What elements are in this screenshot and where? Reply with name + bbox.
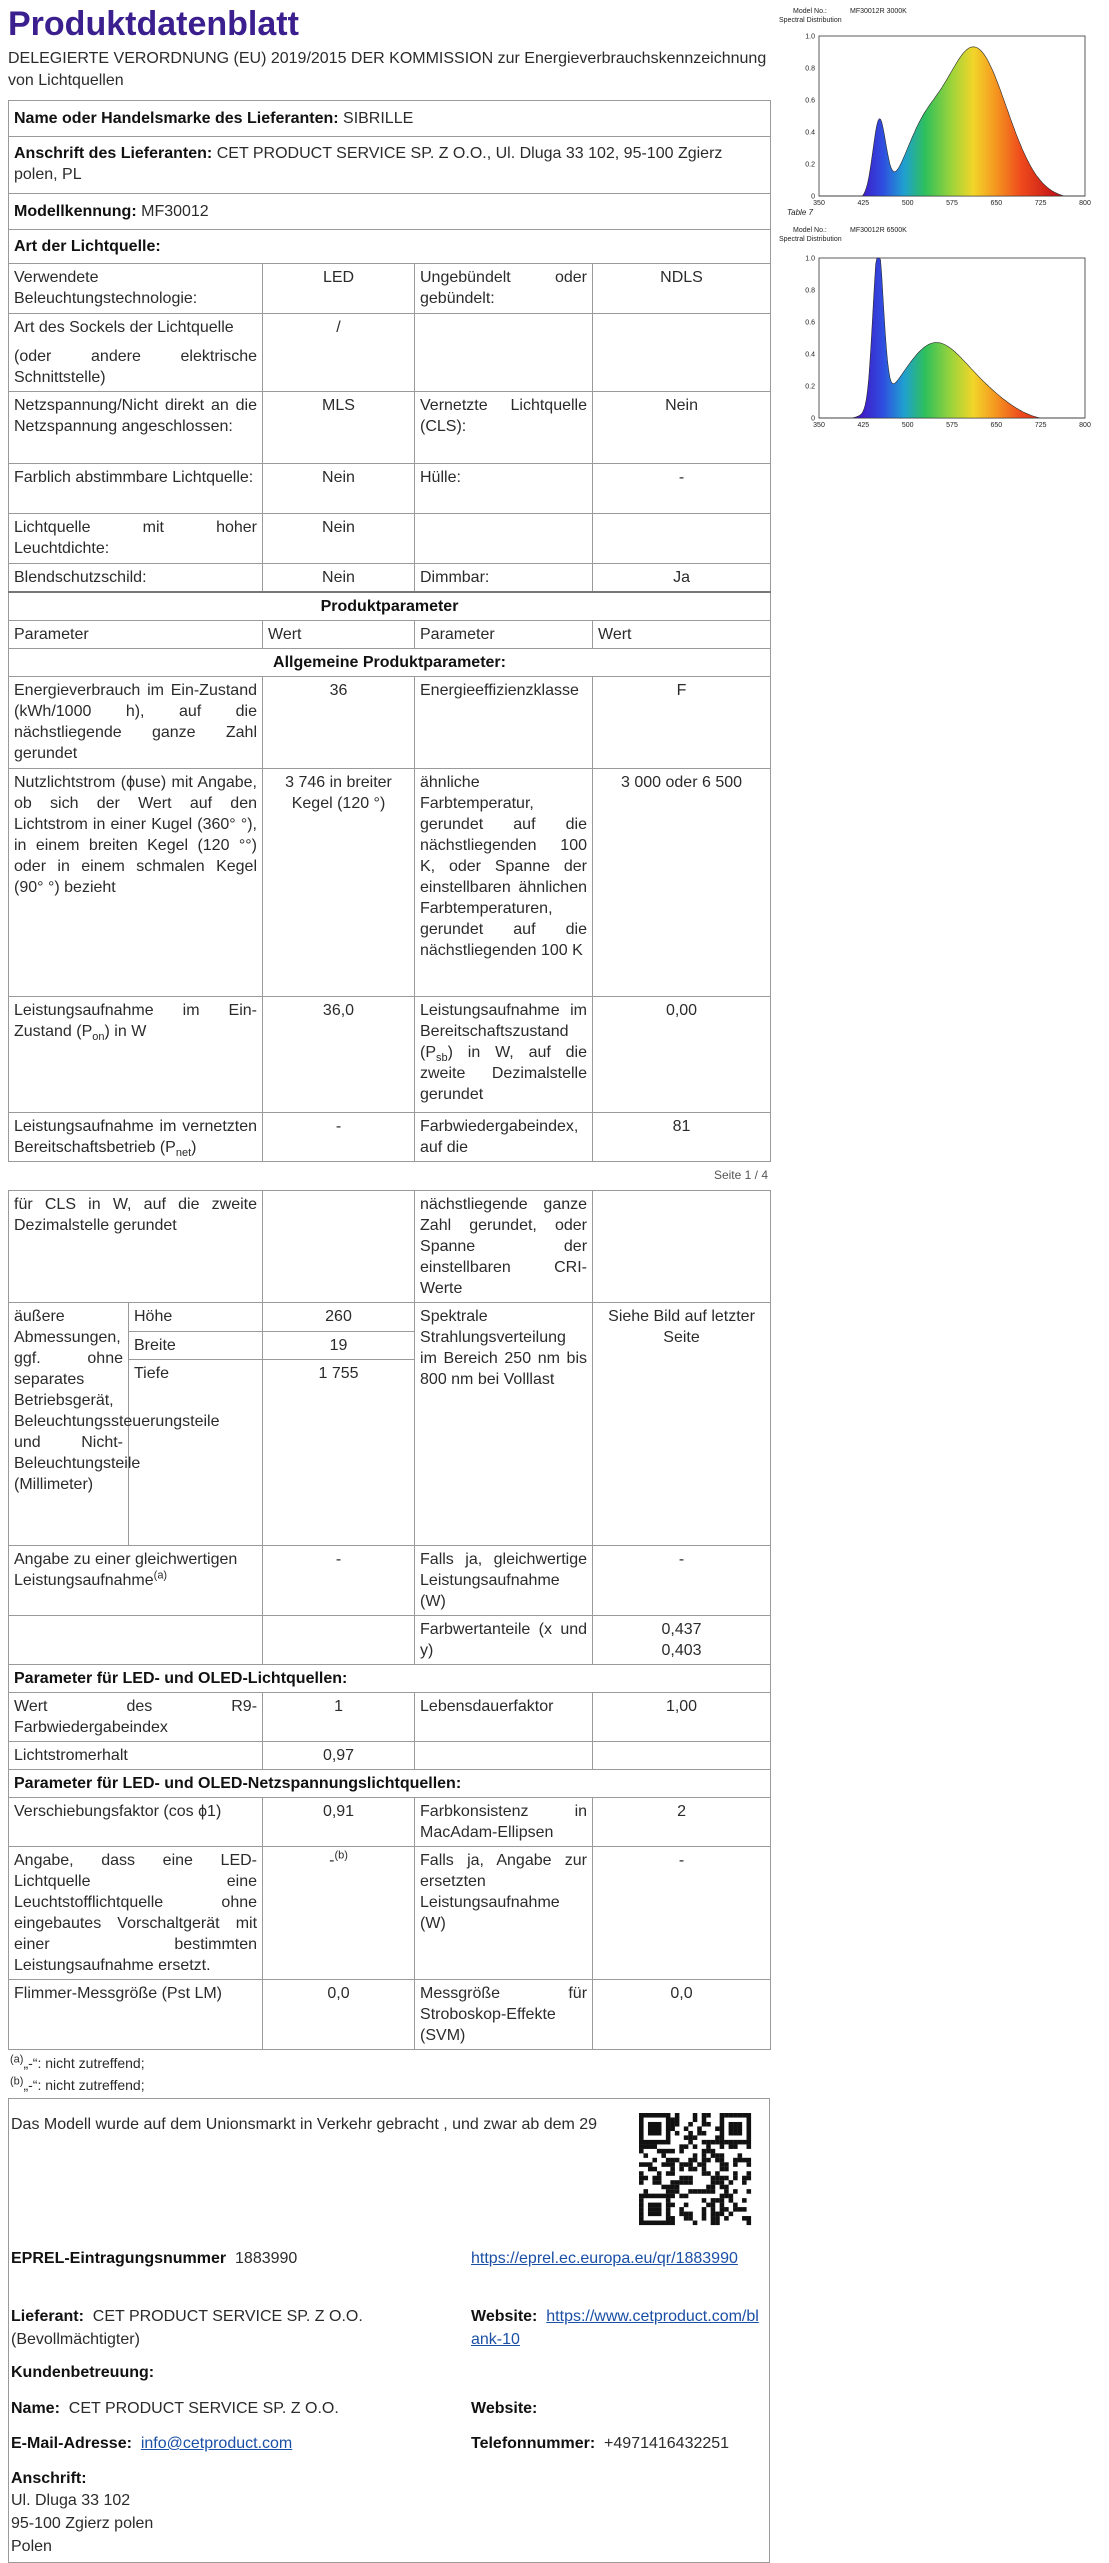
bundled-label: Ungebündelt oder gebündelt:: [415, 264, 593, 314]
width-label: Breite: [129, 1331, 263, 1360]
footnote-b-text: „-“: nicht zutreffend;: [23, 2077, 145, 2093]
life-label: Lebensdauerfaktor: [415, 1693, 593, 1742]
footnote-b: [8, 2074, 770, 2096]
regulation-subtitle: DELEGIERTE VERORDNUNG (EU) 2019/2015 DER KOMMISSION zur Energieverbrauchskennzeichnung von Lichtquellen: [8, 50, 767, 89]
tech-value: LED: [263, 264, 415, 314]
supplier-value: CET PRODUCT SERVICE SP. Z O.O. (Bevollmächtigter): [11, 2308, 363, 2348]
service-name-row: [11, 2397, 339, 2420]
eprel-row: [11, 2247, 297, 2270]
empty-cell: [415, 1742, 593, 1770]
eprel-link-cell: [471, 2247, 761, 2270]
spectrum-3000k: [775, 0, 1095, 217]
datasheet: [8, 2, 770, 2563]
cls-value: Nein: [593, 392, 771, 464]
socket-value: /: [263, 314, 415, 392]
pnet-label-text: Leistungsaufnahme im vernetzten Bereitschaftsbetrieb (P: [14, 1118, 257, 1156]
market-info-box: [8, 2098, 770, 2563]
page-number: Seite 1 / 4: [713, 1168, 768, 1182]
x-tick-label: 500: [901, 200, 914, 207]
empty-cell: [263, 1616, 415, 1665]
x-tick-label: 575: [946, 422, 958, 429]
light-source-heading: Art der Lichtquelle:: [9, 230, 771, 264]
y-tick-label: 0.6: [805, 319, 815, 327]
supplier-name-label: Name oder Handelsmarke des Lieferanten:: [14, 110, 339, 127]
y-tick-label: 0.8: [805, 287, 815, 295]
spectrum-3000k-chart: [775, 0, 1095, 207]
energy-class-value: F: [593, 677, 771, 769]
cos-value: 0,91: [263, 1798, 415, 1847]
service-name-label: Name:: [11, 2400, 60, 2417]
col-param-header: Parameter: [415, 621, 593, 649]
maint-value: 0,97: [263, 1742, 415, 1770]
empty-cell: [263, 1191, 415, 1303]
envelope-label: Hülle:: [415, 464, 593, 514]
y-tick-label: 0: [811, 415, 815, 423]
mains-params-heading: Parameter für LED- und OLED-Netzspannungslichtquellen:: [9, 1770, 771, 1798]
socket-label-1: Art des Sockels der Lichtquelle: [14, 319, 234, 336]
depth-label: Tiefe: [129, 1360, 263, 1546]
supplier-address-value: CET PRODUCT SERVICE SP. Z O.O., Ul. Dluga 33 102, 95-100 Zgierz polen, PL: [14, 145, 723, 183]
high-luminance-value: Nein: [263, 514, 415, 564]
pnet-value: -: [263, 1113, 415, 1162]
pon-label-text: Leistungsaufnahme im Ein-Zustand (P: [14, 1002, 257, 1040]
replace-value: [263, 1847, 415, 1980]
energy-label: Energieverbrauch im Ein-Zustand (kWh/1000 h), auf die nächstliegende ganze Zahl gerundet: [9, 677, 263, 769]
mains-label: Netzspannung/Nicht direkt an die Netzspannung angeschlossen:: [9, 392, 263, 464]
supplier-row: [11, 2305, 463, 2351]
phone-value: +4971416432251: [604, 2435, 730, 2452]
flicker-value: 0,0: [263, 1980, 415, 2050]
address-line-1: Ul. Dluga 33 102: [11, 2492, 131, 2509]
macadam-value: 2: [593, 1798, 771, 1847]
empty-cell: [593, 514, 771, 564]
equiv-value: -: [263, 1546, 415, 1616]
spectrum-6500k: [775, 222, 1095, 427]
datasheet-table-2: [8, 1190, 771, 2050]
website-link[interactable]: https://www.cetproduct.com/blank-10: [471, 2308, 759, 2348]
cct-label: ähnliche Farbtemperatur, gerundet auf die nächstliegenden 100 K, oder Spanne der einstellbaren ähnlichen Farbtemperaturen, gerundet auf die nächstliegenden 100 K: [415, 769, 593, 997]
dimmable-value: Ja: [593, 564, 771, 593]
page-title: Produktdatenblatt: [8, 5, 299, 43]
pnet-label: [9, 1113, 263, 1162]
equiv-label: [9, 1546, 263, 1616]
strobo-label: Messgröße für Stroboskop-Effekte (SVM): [415, 1980, 593, 2050]
footnote-b-mark: (b): [10, 2075, 24, 2088]
market-text: Das Modell wurde auf dem Unionsmarkt in Verkehr gebracht , und zwar ab dem 29: [11, 2116, 598, 2133]
cri-label-part1: Farbwiedergabeindex, auf die: [415, 1113, 593, 1162]
chroma-value: [593, 1616, 771, 1665]
empty-cell: [415, 314, 593, 392]
r9-value: 1: [263, 1693, 415, 1742]
spectrum-3000k-model-label: Model No.:: [793, 8, 827, 15]
pon-label: [9, 997, 263, 1113]
address-line-2: 95-100 Zgierz polen: [11, 2515, 154, 2532]
col-param-header: Parameter: [9, 621, 263, 649]
supplier-name-value: SIBRILLE: [343, 110, 414, 127]
model-value: MF30012: [141, 203, 209, 220]
spectrum-3000k-curve: [819, 47, 1085, 196]
socket-label: [9, 314, 263, 392]
eprel-label: EPREL-Eintragungsnummer: [11, 2250, 227, 2267]
y-tick-label: 0.2: [805, 383, 815, 391]
depth-value: 1 755: [263, 1360, 415, 1546]
replace-footnote-mark: (b): [334, 1849, 348, 1862]
glare-value: Nein: [263, 564, 415, 593]
product-params-heading: Produktparameter: [9, 592, 771, 621]
footnote-a-text: „-“: nicht zutreffend;: [23, 2055, 145, 2071]
psb-label: [415, 997, 593, 1113]
pnet-label-cont: für CLS in W, auf die zweite Dezimalstelle gerundet: [9, 1191, 263, 1303]
eprel-value: 1883990: [235, 2250, 298, 2267]
col-value-header: Wert: [263, 621, 415, 649]
qr-code-icon: [639, 2113, 751, 2225]
width-value: 19: [263, 1331, 415, 1360]
supplier-address-label: Anschrift des Lieferanten:: [14, 145, 213, 162]
service-website-label: Website:: [471, 2400, 538, 2417]
x-tick-label: 425: [857, 422, 870, 429]
macadam-label: Farbkonsistenz in MacAdam-Ellipsen: [415, 1798, 593, 1847]
model-label: Modellkennung:: [14, 203, 137, 220]
replace-w-value: -: [593, 1847, 771, 1980]
life-value: 1,00: [593, 1693, 771, 1742]
height-label: Höhe: [129, 1303, 263, 1332]
footnote-a: [8, 2052, 770, 2074]
psb-label-text: Leistungsaufnahme im Bereitschaftszustand (P: [420, 1002, 587, 1061]
mains-value: MLS: [263, 392, 415, 464]
replace-value-text: -: [329, 1852, 335, 1869]
x-tick-label: 575: [946, 200, 958, 207]
flux-label: Nutzlichtstrom (ϕuse) mit Angabe, ob sich der Wert auf den Lichtstrom in einer Kugel (360° °), in einem breiten Kegel (120 °°) oder in einem schmalen Kegel (90° °) bezieht: [9, 769, 263, 997]
led-params-heading: Parameter für LED- und OLED-Lichtquellen:: [9, 1665, 771, 1693]
eprel-link[interactable]: https://eprel.ec.europa.eu/qr/1883990: [471, 2250, 738, 2267]
supplier-address-row: [9, 137, 771, 194]
phone-row: [471, 2432, 729, 2455]
y-tick-label: 0.4: [805, 351, 815, 359]
psb-label-unit: ) in W, auf die zweite Dezimalstelle gerundet: [420, 1044, 587, 1103]
cos-label: Verschiebungsfaktor (cos ϕ1): [9, 1798, 263, 1847]
customer-service-heading: Kundenbetreuung:: [11, 2364, 155, 2381]
equiv-w-value: -: [593, 1546, 771, 1616]
empty-cell: [593, 1742, 771, 1770]
x-tick-label: 800: [1079, 200, 1091, 207]
replace-w-label: Falls ja, Angabe zur ersetzten Leistungsaufnahme (W): [415, 1847, 593, 1980]
supplier-label: Lieferant:: [11, 2308, 84, 2325]
tech-label: Verwendete Beleuchtungstechnologie:: [9, 264, 263, 314]
y-tick-label: 0: [811, 193, 815, 201]
x-tick-label: 350: [813, 200, 825, 207]
service-name-value: CET PRODUCT SERVICE SP. Z O.O.: [68, 2400, 339, 2417]
pon-value: 36,0: [263, 997, 415, 1113]
bundled-value: NDLS: [593, 264, 771, 314]
cri-value: 81: [593, 1113, 771, 1162]
y-tick-label: 0.8: [805, 65, 815, 73]
cls-label: Vernetzte Lichtquelle (CLS):: [415, 392, 593, 464]
email-label: E-Mail-Adresse:: [11, 2435, 132, 2452]
pon-label-sub: on: [92, 1031, 105, 1044]
cct-value: 3 000 oder 6 500: [593, 769, 771, 997]
website-row: [471, 2305, 761, 2351]
cri-label-part2: nächstliegende ganze Zahl gerundet, oder Spanne der einstellbaren CRI-Werte: [415, 1191, 593, 1303]
table-7-label: Table 7: [787, 208, 813, 217]
tunable-value: Nein: [263, 464, 415, 514]
strobo-value: 0,0: [593, 1980, 771, 2050]
general-params-heading: Allgemeine Produktparameter:: [9, 649, 771, 677]
x-tick-label: 650: [990, 422, 1003, 429]
x-tick-label: 800: [1079, 422, 1091, 429]
psb-label-sub: sb: [436, 1052, 448, 1065]
spectrum-6500k-caption: Spectral Distribution: [779, 236, 842, 243]
equiv-footnote-mark: (a): [153, 1569, 168, 1582]
phone-label: Telefonnummer:: [471, 2435, 596, 2452]
x-tick-label: 350: [813, 422, 825, 429]
glare-label: Blendschutzschild:: [9, 564, 263, 593]
address-label: Anschrift:: [11, 2470, 87, 2487]
model-row: [9, 194, 771, 230]
chroma-label: Farbwertanteile (x und y): [415, 1616, 593, 1665]
empty-cell: [593, 314, 771, 392]
spectrum-6500k-curve: [819, 258, 1085, 418]
empty-cell: [9, 1616, 263, 1665]
equiv-label-text: Angabe zu einer gleichwertigen Leistungsaufnahme: [14, 1551, 238, 1589]
y-tick-label: 1.0: [805, 33, 815, 41]
chroma-y: 0,403: [661, 1642, 702, 1659]
flicker-label: Flimmer-Messgröße (Pst LM): [9, 1980, 263, 2050]
x-tick-label: 650: [990, 200, 1003, 207]
y-tick-label: 0.4: [805, 129, 815, 137]
x-tick-label: 725: [1034, 422, 1047, 429]
pnet-label-unit: ): [191, 1139, 197, 1156]
pon-label-unit: ) in W: [104, 1023, 147, 1040]
spectrum-6500k-chart: [775, 222, 1095, 429]
x-tick-label: 725: [1034, 200, 1047, 207]
supplier-name-row: [9, 101, 771, 137]
footnote-a-mark: (a): [10, 2053, 24, 2066]
chroma-x: 0,437: [661, 1621, 702, 1638]
spectrum-3000k-model-value: MF30012R 3000K: [850, 8, 907, 15]
spectrum-3000k-caption: Spectral Distribution: [779, 17, 842, 24]
tunable-label: Farblich abstimmbare Lichtquelle:: [9, 464, 263, 514]
height-value: 260: [263, 1303, 415, 1332]
y-tick-label: 1.0: [805, 255, 815, 263]
x-tick-label: 425: [857, 200, 870, 207]
spd-label: Spektrale Strahlungsverteilung im Bereich 250 nm bis 800 nm bei Volllast: [415, 1303, 593, 1546]
replace-label: Angabe, dass eine LED-Lichtquelle eine Leuchtstofflichtquelle ohne eingebautes Vorschaltgerät mit einer bestimmten Leistungsaufnahme ersetzt.: [9, 1847, 263, 1980]
pnet-label-sub: net: [175, 1147, 192, 1160]
address-line-3: Polen: [11, 2538, 52, 2555]
spectrum-6500k-model-value: MF30012R 6500K: [850, 227, 907, 234]
empty-cell: [593, 1191, 771, 1303]
x-tick-label: 500: [901, 422, 914, 429]
website-label: Website:: [471, 2308, 538, 2325]
socket-label-2: (oder andere elektrische Schnittstelle): [14, 348, 257, 386]
energy-class-label: Energieeffizienzklasse: [415, 677, 593, 769]
flux-value: 3 746 in breiter Kegel (120 °): [263, 769, 415, 997]
datasheet-table-1: [8, 100, 771, 1162]
col-value-header: Wert: [593, 621, 771, 649]
psb-value: 0,00: [593, 997, 771, 1113]
email-row: [11, 2432, 292, 2455]
y-tick-label: 0.2: [805, 161, 815, 169]
maint-label: Lichtstromerhalt: [9, 1742, 263, 1770]
email-link[interactable]: info@cetproduct.com: [140, 2435, 293, 2452]
dims-label: äußere Abmessungen, ggf. ohne separates Betriebsgerät, Beleuchtungssteuerungsteile und Nicht-Beleuchtungsteile (Millimeter): [9, 1303, 129, 1546]
energy-value: 36: [263, 677, 415, 769]
spectrum-6500k-model-label: Model No.:: [793, 227, 827, 234]
equiv-w-label: Falls ja, gleichwertige Leistungsaufnahme (W): [415, 1546, 593, 1616]
r9-label: Wert des R9-Farbwiedergabeindex: [9, 1693, 263, 1742]
envelope-value: -: [593, 464, 771, 514]
high-luminance-label: Lichtquelle mit hoher Leuchtdichte:: [9, 514, 263, 564]
spd-value: Siehe Bild auf letzter Seite: [593, 1303, 771, 1546]
dimmable-label: Dimmbar:: [415, 564, 593, 593]
y-tick-label: 0.6: [805, 97, 815, 105]
empty-cell: [415, 514, 593, 564]
